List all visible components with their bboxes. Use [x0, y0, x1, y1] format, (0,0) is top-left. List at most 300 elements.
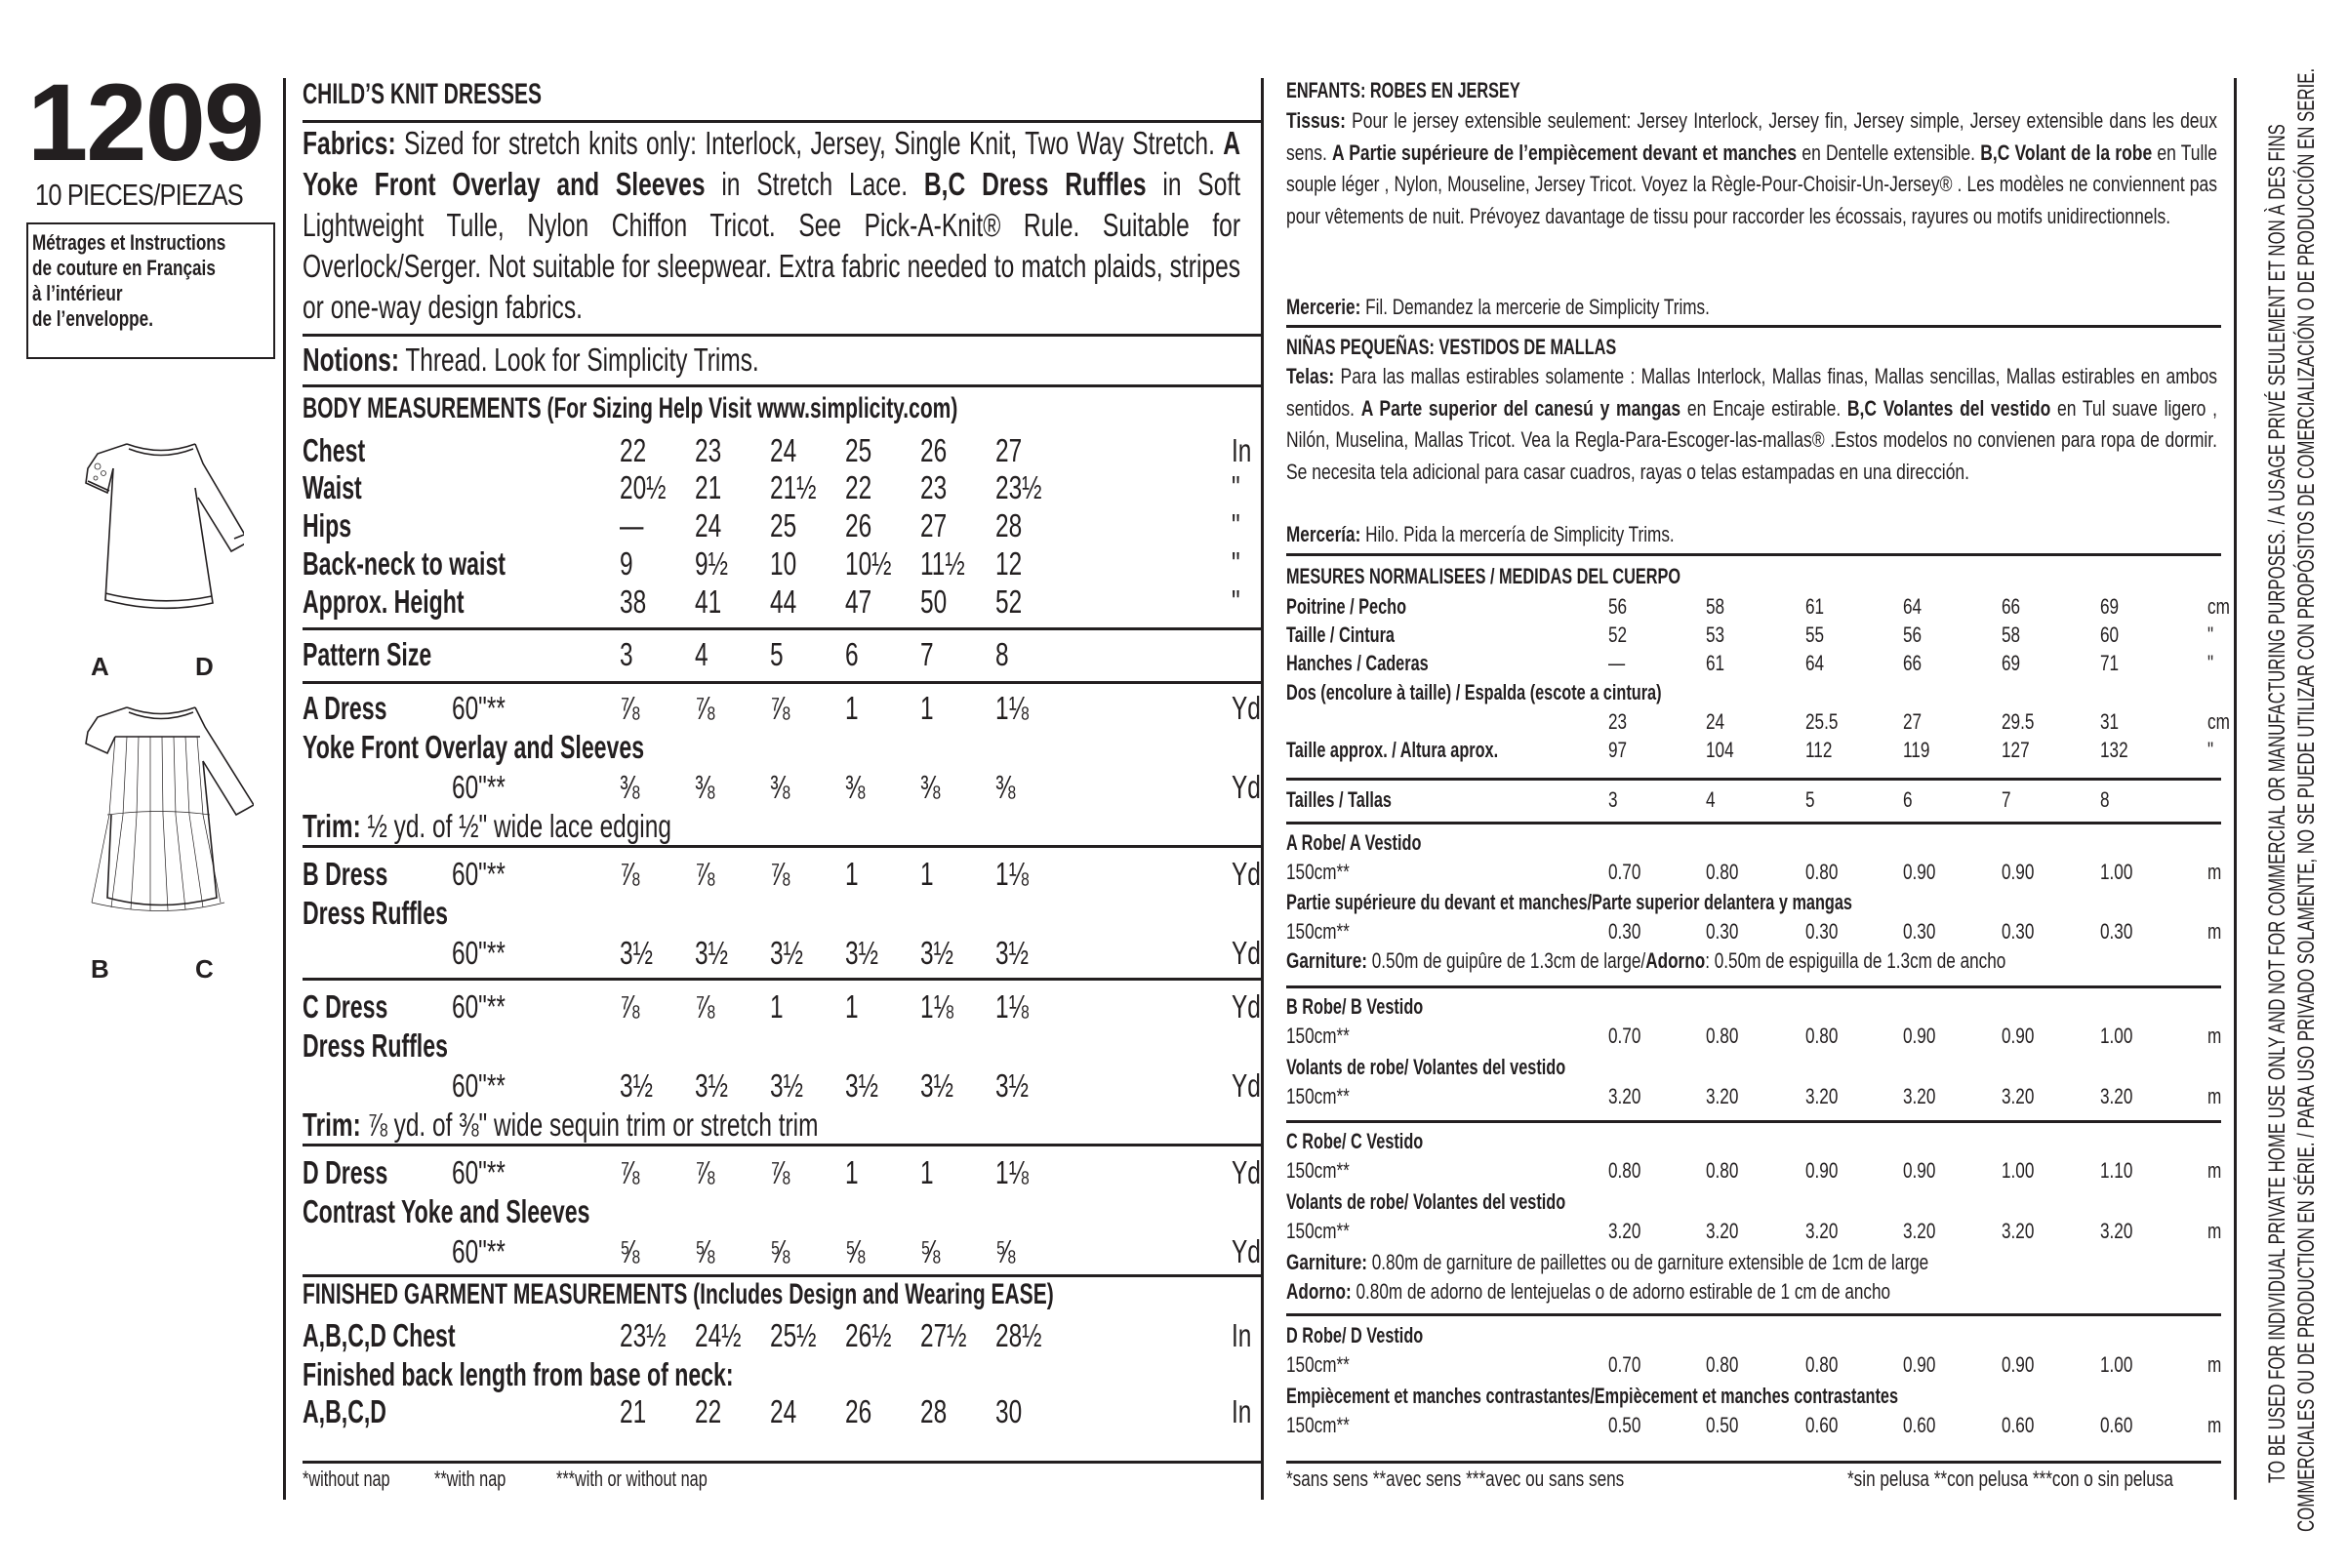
telas-text: en Tul suave ligero , Nilón, Muselina, Mallas Tricot. Vea la Regla-Para-Escoger-las-mallas® .Estos modelos no convienen para ropa de dormir. Se necesita tela adicional para casar cuadros, rayas o telas estampadas en una dirección. [1286, 395, 2217, 484]
value-cell: ⅞ [695, 988, 715, 1025]
value-cell: 0.90 [1903, 1158, 1936, 1183]
dress-illustration-b-c [68, 693, 254, 937]
row-label: A,B,C,D [303, 1393, 386, 1429]
value-cell: 53 [1706, 623, 1725, 647]
tissus-paragraph [1286, 105, 2217, 232]
french-title: ENFANTS: ROBES EN JERSEY [1286, 78, 1520, 102]
value-cell: 0.70 [1608, 1352, 1641, 1377]
tissus-text: en Tulle souple léger , Nylon, Mouseline, Jersey Tricot. Voyez la Règle-Pour-Choisir-Un-Jersey® . Les modèles ne conviennent pas pour vêtements de nuit. Prévoyez davantage de tissu pour raccorder les écossais, rayures ou motifs unidirectionnels. [1286, 140, 2218, 228]
view-label-b: B [91, 954, 109, 984]
value-cell: 1 [920, 856, 934, 892]
unit-cell: In [1232, 1317, 1252, 1353]
fabric-width: 60"** [452, 1233, 506, 1269]
value-cell: 0.80 [1706, 1158, 1739, 1183]
row-label: A Dress [303, 690, 387, 726]
value-cell: 4 [695, 636, 708, 672]
footnote-french: *sans sens **avec sens ***avec ou sans sens [1286, 1467, 1625, 1491]
value-cell: 1 [845, 856, 859, 892]
value-cell: 29.5 [2002, 709, 2035, 734]
unit-cell: " [1232, 507, 1240, 543]
row-label: C Robe/ C Vestido [1286, 1129, 1424, 1153]
value-cell: 3½ [620, 1067, 653, 1104]
value-cell: 3½ [770, 935, 803, 971]
telas-emphasis: B,C Volantes del vestido [1846, 395, 2051, 421]
value-cell: 0.90 [2002, 1352, 2035, 1377]
value-cell: 0.30 [1608, 919, 1641, 944]
fabrics-label: Fabrics: [303, 125, 396, 161]
value-cell: 1 [770, 988, 784, 1025]
value-cell: ⅞ [620, 988, 640, 1025]
trim-text: : 0.50m de espiguilla de 1.3cm de ancho [1705, 948, 2006, 973]
value-cell: 0.90 [1903, 1024, 1936, 1048]
finished-measurements-title: FINISHED GARMENT MEASUREMENTS (Includes Design and Wearing EASE) [303, 1278, 1054, 1310]
value-cell: 0.60 [1805, 1413, 1839, 1437]
footnote-with-nap: **with nap [434, 1467, 506, 1491]
row-label: Pattern Size [303, 636, 432, 672]
unit-cell: m [2207, 1158, 2222, 1183]
pattern-number: 1209 [27, 61, 263, 183]
unit-cell: m [2207, 1413, 2222, 1437]
value-cell: 56 [1903, 623, 1923, 647]
unit-cell: m [2207, 1352, 2222, 1377]
row-label: Volants de robe/ Volantes del vestido [1286, 1189, 1566, 1214]
value-cell: ⅝ [845, 1233, 866, 1269]
value-cell: ⅞ [770, 690, 790, 726]
value-cell: ⅞ [770, 856, 790, 892]
value-cell: 26 [920, 432, 948, 468]
value-cell: 1⅛ [995, 1154, 1029, 1190]
value-cell: ⅝ [695, 1233, 715, 1269]
value-cell: 0.60 [2100, 1413, 2133, 1437]
value-cell: 3½ [845, 1067, 878, 1104]
merceria-line [1286, 522, 1675, 547]
value-cell: 1 [845, 690, 859, 726]
value-cell: 10 [770, 545, 797, 582]
tissus-emphasis: A Partie supérieure de l’empiècement devant et manches [1332, 140, 1798, 165]
unit-cell: Yd [1232, 1067, 1261, 1104]
telas-text: Para las mallas estirables solamente : Mallas Interlock, Mallas finas, Mallas sencillas, Mallas estirables en ambos sentidos. [1286, 364, 2217, 421]
fabrics-text: in Stretch Lace. [705, 166, 924, 202]
row-label: 150cm** [1286, 919, 1350, 944]
unit-cell: " [1232, 469, 1240, 505]
divider [303, 681, 1264, 684]
value-cell: 27 [1903, 709, 1923, 734]
metric-title: MESURES NORMALISEES / MEDIDAS DEL CUERPO [1286, 564, 1681, 588]
trim-line [303, 808, 671, 845]
unit-cell: Yd [1232, 988, 1261, 1025]
row-label: 150cm** [1286, 1024, 1350, 1048]
value-cell: 22 [845, 469, 872, 505]
row-label: 150cm** [1286, 1352, 1350, 1377]
fabric-width: 60"** [452, 1067, 506, 1104]
value-cell: ⅞ [770, 1154, 790, 1190]
value-cell: 112 [1805, 738, 1833, 762]
value-cell: 22 [620, 432, 647, 468]
value-cell: 21 [695, 469, 722, 505]
notions-line [303, 342, 759, 379]
value-cell: 24 [770, 1393, 797, 1429]
value-cell: 21 [620, 1393, 647, 1429]
value-cell: 25 [770, 507, 797, 543]
trim-label: Garniture: [1286, 1250, 1367, 1274]
value-cell: 27 [920, 507, 948, 543]
value-cell: ⅝ [620, 1233, 640, 1269]
value-cell: 26 [845, 1393, 872, 1429]
value-cell: ⅞ [620, 690, 640, 726]
value-cell: 58 [2002, 623, 2021, 647]
divider [1286, 1461, 2221, 1464]
note-line: à l’intérieur [32, 281, 123, 305]
column-divider [283, 78, 286, 1500]
value-cell: 1⅛ [920, 988, 953, 1025]
row-label: Poitrine / Pecho [1286, 594, 1407, 619]
trim-text: 0.80m de garniture de paillettes ou de garniture extensible de 1cm de large [1366, 1250, 1929, 1274]
trim-label: Trim: [303, 1106, 361, 1143]
spanish-title: NIÑAS PEQUEÑAS: VESTIDOS DE MALLAS [1286, 335, 1617, 359]
unit-cell: " [1232, 583, 1240, 620]
value-cell: 1 [920, 1154, 934, 1190]
telas-text: en Encaje estirable. [1680, 395, 1847, 421]
value-cell: 0.80 [1706, 1024, 1739, 1048]
value-cell: 25½ [770, 1317, 817, 1353]
value-cell: 25.5 [1805, 709, 1839, 734]
value-cell: 64 [1903, 594, 1923, 619]
unit-cell: " [2207, 623, 2214, 647]
value-cell: 1.00 [2100, 1352, 2133, 1377]
value-cell: ⅜ [845, 769, 866, 805]
value-cell: 0.80 [1706, 1352, 1739, 1377]
fabric-width: 60"** [452, 769, 506, 805]
value-cell: ⅝ [995, 1233, 1016, 1269]
row-label: Partie supérieure du devant et manches/Parte superior delantera y mangas [1286, 890, 1852, 914]
french-instructions-note [26, 222, 275, 359]
divider [303, 384, 1264, 387]
value-cell: 30 [995, 1393, 1023, 1429]
value-cell: 3.20 [1805, 1219, 1839, 1243]
value-cell: 7 [920, 636, 934, 672]
value-cell: 1.00 [2002, 1158, 2035, 1183]
value-cell: 11½ [920, 545, 965, 582]
value-cell: 3.20 [1608, 1084, 1641, 1108]
value-cell: 24 [1706, 709, 1725, 734]
value-cell: 3½ [620, 935, 653, 971]
trim-text: ⅞ yd. of ⅜" wide sequin trim or stretch trim [360, 1106, 819, 1143]
finished-length-label: Finished back length from base of neck: [303, 1356, 734, 1392]
value-cell: 0.30 [1706, 919, 1739, 944]
value-cell: 7 [2002, 787, 2011, 812]
value-cell: 0.60 [1903, 1413, 1936, 1437]
value-cell: 28 [995, 507, 1023, 543]
value-cell: 0.80 [1706, 860, 1739, 884]
value-cell: 1⅛ [995, 988, 1029, 1025]
body-measurements-title: BODY MEASUREMENTS (For Sizing Help Visit www.simplicity.com) [303, 392, 958, 424]
value-cell: 69 [2002, 651, 2021, 675]
value-cell: 0.80 [1805, 1024, 1839, 1048]
value-cell: 9 [620, 545, 633, 582]
fabric-width: 60"** [452, 690, 506, 726]
value-cell: 41 [695, 583, 722, 620]
value-cell: ⅞ [695, 690, 715, 726]
value-cell: 38 [620, 583, 647, 620]
value-cell: 0.80 [1608, 1158, 1641, 1183]
value-cell: 0.50 [1608, 1413, 1641, 1437]
value-cell: 64 [1805, 651, 1825, 675]
unit-cell: m [2207, 919, 2222, 944]
value-cell: ⅞ [695, 856, 715, 892]
value-cell: 3½ [920, 935, 953, 971]
mercerie-line [1286, 295, 1710, 320]
divider [303, 845, 1264, 848]
value-cell: 1⅛ [995, 690, 1029, 726]
unit-cell: In [1232, 1393, 1252, 1429]
row-label: Hips [303, 507, 352, 543]
value-cell: 0.80 [1805, 1352, 1839, 1377]
trim-line [1286, 1250, 1928, 1275]
value-cell: 3½ [995, 935, 1029, 971]
value-cell: 119 [1903, 738, 1930, 762]
row-label: Taille / Cintura [1286, 623, 1395, 647]
value-cell: 1.00 [2100, 860, 2133, 884]
divider [303, 334, 1264, 337]
row-label: 150cm** [1286, 1413, 1350, 1437]
value-cell: 1⅛ [995, 856, 1029, 892]
value-cell: 0.50 [1706, 1413, 1739, 1437]
value-cell: 52 [995, 583, 1023, 620]
divider [1286, 1313, 2221, 1316]
view-label-c: C [195, 954, 214, 984]
row-label: Chest [303, 432, 366, 468]
value-cell: 0.30 [2002, 919, 2035, 944]
value-cell: 8 [2100, 787, 2110, 812]
value-cell: 3.20 [1706, 1219, 1739, 1243]
value-cell: 10½ [845, 545, 892, 582]
value-cell: 3½ [695, 935, 728, 971]
value-cell: 23 [695, 432, 722, 468]
value-cell: 3 [1608, 787, 1618, 812]
row-label: D Robe/ D Vestido [1286, 1323, 1424, 1347]
value-cell: 127 [2002, 738, 2030, 762]
value-cell: 25 [845, 432, 872, 468]
value-cell: ⅜ [620, 769, 640, 805]
value-cell: 0.90 [2002, 860, 2035, 884]
value-cell: 61 [1805, 594, 1825, 619]
telas-paragraph [1286, 361, 2217, 488]
value-cell: 8 [995, 636, 1009, 672]
value-cell: 104 [1706, 738, 1734, 762]
value-cell: ⅞ [620, 1154, 640, 1190]
value-cell: 23½ [995, 469, 1042, 505]
value-cell: 3.20 [2002, 1084, 2035, 1108]
fabric-width: 60"** [452, 856, 506, 892]
divider [1286, 325, 2221, 328]
trim-line [303, 1106, 818, 1144]
value-cell: 5 [770, 636, 784, 672]
value-cell: 55 [1805, 623, 1825, 647]
row-label: Waist [303, 469, 362, 505]
value-cell: 66 [2002, 594, 2021, 619]
value-cell: 69 [2100, 594, 2120, 619]
unit-cell: cm [2207, 594, 2230, 619]
row-label: Approx. Height [303, 583, 465, 620]
divider [1286, 778, 2221, 781]
row-label: Yoke Front Overlay and Sleeves [303, 729, 645, 765]
view-label-d: D [195, 652, 214, 681]
value-cell: 0.60 [2002, 1413, 2035, 1437]
value-cell: 0.70 [1608, 860, 1641, 884]
unit-cell: m [2207, 860, 2222, 884]
note-line: de l’enveloppe. [32, 306, 153, 331]
row-label: 150cm** [1286, 1084, 1350, 1108]
divider [303, 627, 1264, 630]
value-cell: 132 [2100, 738, 2128, 762]
pieces-count: 10 PIECES/PIEZAS [35, 178, 243, 212]
unit-cell: " [2207, 651, 2214, 675]
row-label: A Robe/ A Vestido [1286, 830, 1422, 855]
value-cell: 1.10 [2100, 1158, 2133, 1183]
value-cell: 3 [620, 636, 633, 672]
value-cell: 44 [770, 583, 797, 620]
value-cell: 97 [1608, 738, 1628, 762]
note-line: de couture en Français [32, 256, 216, 280]
divider [303, 1274, 1264, 1277]
tissus-text: en Dentelle extensible. [1797, 140, 1981, 165]
note-line: Métrages et Instructions [32, 230, 226, 255]
footnote-spanish: *sin pelusa **con pelusa ***con o sin pelusa [1847, 1467, 2173, 1491]
value-cell: 0.80 [1805, 860, 1839, 884]
value-cell: 1.00 [2100, 1024, 2133, 1048]
fabrics-text: Sized for stretch knits only: Interlock, Jersey, Single Knit, Two Way Stretch. [395, 125, 1224, 161]
value-cell: 20½ [620, 469, 667, 505]
value-cell: 26 [845, 507, 872, 543]
value-cell: 1 [845, 988, 859, 1025]
value-cell: 24½ [695, 1317, 742, 1353]
row-label: Back-neck to waist [303, 545, 506, 582]
trim-label: Adorno [1645, 948, 1706, 973]
notions-label: Notions: [303, 342, 400, 378]
unit-cell: " [2207, 738, 2214, 762]
unit-cell: Yd [1232, 690, 1261, 726]
value-cell: 27½ [920, 1317, 967, 1353]
trim-line [1286, 1279, 1890, 1305]
telas-emphasis: A Parte superior del canesú y mangas [1360, 395, 1681, 421]
row-label: Volants de robe/ Volantes del vestido [1286, 1055, 1566, 1079]
mercerie-label: Mercerie: [1286, 295, 1361, 319]
value-cell: ⅜ [770, 769, 790, 805]
legal-notice-line-2: COMMERCIALES OU DE PRODUCTION EN SÉRIE. / PARA USO PRIVADO SOLAMENTE, NO SE PUEDE UTILIZAR CON PROPÓSITOS DE COMERCIALIZACIÓN O DE PRODUCCIÓN EN SERIE. [2293, 67, 2320, 1533]
value-cell: ⅝ [920, 1233, 941, 1269]
value-cell: 47 [845, 583, 872, 620]
divider [1286, 985, 2221, 988]
fabric-width: 60"** [452, 1154, 506, 1190]
value-cell: 0.70 [1608, 1024, 1641, 1048]
row-label: Dress Ruffles [303, 1027, 448, 1064]
fabrics-paragraph [303, 123, 1240, 328]
value-cell: 3½ [920, 1067, 953, 1104]
value-cell: 28 [920, 1393, 948, 1429]
value-cell: 56 [1608, 594, 1628, 619]
row-label: D Dress [303, 1154, 388, 1190]
unit-cell: cm [2207, 709, 2230, 734]
value-cell: ⅜ [695, 769, 715, 805]
value-cell: 3.20 [1706, 1084, 1739, 1108]
value-cell: 61 [1706, 651, 1725, 675]
value-cell: 50 [920, 583, 948, 620]
trim-text: 0.80m de adorno de lentejuelas o de adorno estirable de 1 cm de ancho [1351, 1279, 1891, 1304]
column-divider [2234, 78, 2237, 1500]
value-cell: ⅜ [995, 769, 1016, 805]
value-cell: 0.30 [1805, 919, 1839, 944]
value-cell: 31 [2100, 709, 2120, 734]
value-cell: 3.20 [2100, 1084, 2133, 1108]
row-label: 150cm** [1286, 1219, 1350, 1243]
value-cell: ⅜ [920, 769, 941, 805]
value-cell: 4 [1706, 787, 1716, 812]
fabric-width: 60"** [452, 988, 506, 1025]
row-label: 150cm** [1286, 1158, 1350, 1183]
value-cell: 3½ [695, 1067, 728, 1104]
value-cell: 24 [770, 432, 797, 468]
row-label: Dress Ruffles [303, 895, 448, 931]
divider [303, 978, 1264, 981]
value-cell: 23 [920, 469, 948, 505]
value-cell: 60 [2100, 623, 2120, 647]
trim-text: 0.50m de guipûre de 1.3cm de large/ [1366, 948, 1646, 973]
value-cell: 22 [695, 1393, 722, 1429]
value-cell: 71 [2100, 651, 2120, 675]
value-cell: 0.30 [2100, 919, 2133, 944]
tissus-emphasis: B,C Volant de la robe [1980, 140, 2153, 165]
value-cell: 3.20 [2100, 1219, 2133, 1243]
value-cell: 66 [1903, 651, 1923, 675]
view-label-a: A [91, 652, 109, 681]
trim-label: Garniture: [1286, 948, 1367, 973]
value-cell: 23½ [620, 1317, 667, 1353]
row-label: Tailles / Tallas [1286, 787, 1392, 812]
unit-cell: Yd [1232, 1233, 1261, 1269]
row-label: C Dress [303, 988, 388, 1025]
value-cell: ⅞ [695, 1154, 715, 1190]
unit-cell: m [2207, 1219, 2222, 1243]
value-cell: 1 [845, 1154, 859, 1190]
value-cell: 24 [695, 507, 722, 543]
mercerie-text: Fil. Demandez la mercerie de Simplicity Trims. [1360, 295, 1710, 319]
row-label: 150cm** [1286, 860, 1350, 884]
fabrics-emphasis: A Yoke Front Overlay and Sleeves [303, 125, 1241, 202]
value-cell: 52 [1608, 623, 1628, 647]
value-cell: 9½ [695, 545, 728, 582]
value-cell: 3.20 [1805, 1084, 1839, 1108]
value-cell: 3½ [845, 935, 878, 971]
trim-label: Trim: [303, 808, 361, 844]
trim-label: Adorno: [1286, 1279, 1352, 1304]
divider [1286, 822, 2221, 824]
divider [1286, 553, 2221, 556]
value-cell: 3.20 [1903, 1084, 1936, 1108]
value-cell: 12 [995, 545, 1023, 582]
value-cell: 21½ [770, 469, 817, 505]
row-label: Contrast Yoke and Sleeves [303, 1193, 590, 1229]
value-cell: 23 [1608, 709, 1628, 734]
english-title: CHILD’S KNIT DRESSES [303, 78, 543, 110]
row-label: B Dress [303, 856, 388, 892]
divider [1286, 1120, 2221, 1123]
value-cell: 3½ [995, 1067, 1029, 1104]
merceria-label: Mercería: [1286, 522, 1361, 546]
tissus-text: Pour le jersey extensible seulement: Jersey Interlock, Jersey fin, Jersey simple, Jersey extensible dans les deux sens. [1286, 108, 2217, 165]
value-cell: 0.90 [1903, 1352, 1936, 1377]
value-cell: 0.90 [2002, 1024, 2035, 1048]
column-divider [1261, 78, 1264, 1500]
